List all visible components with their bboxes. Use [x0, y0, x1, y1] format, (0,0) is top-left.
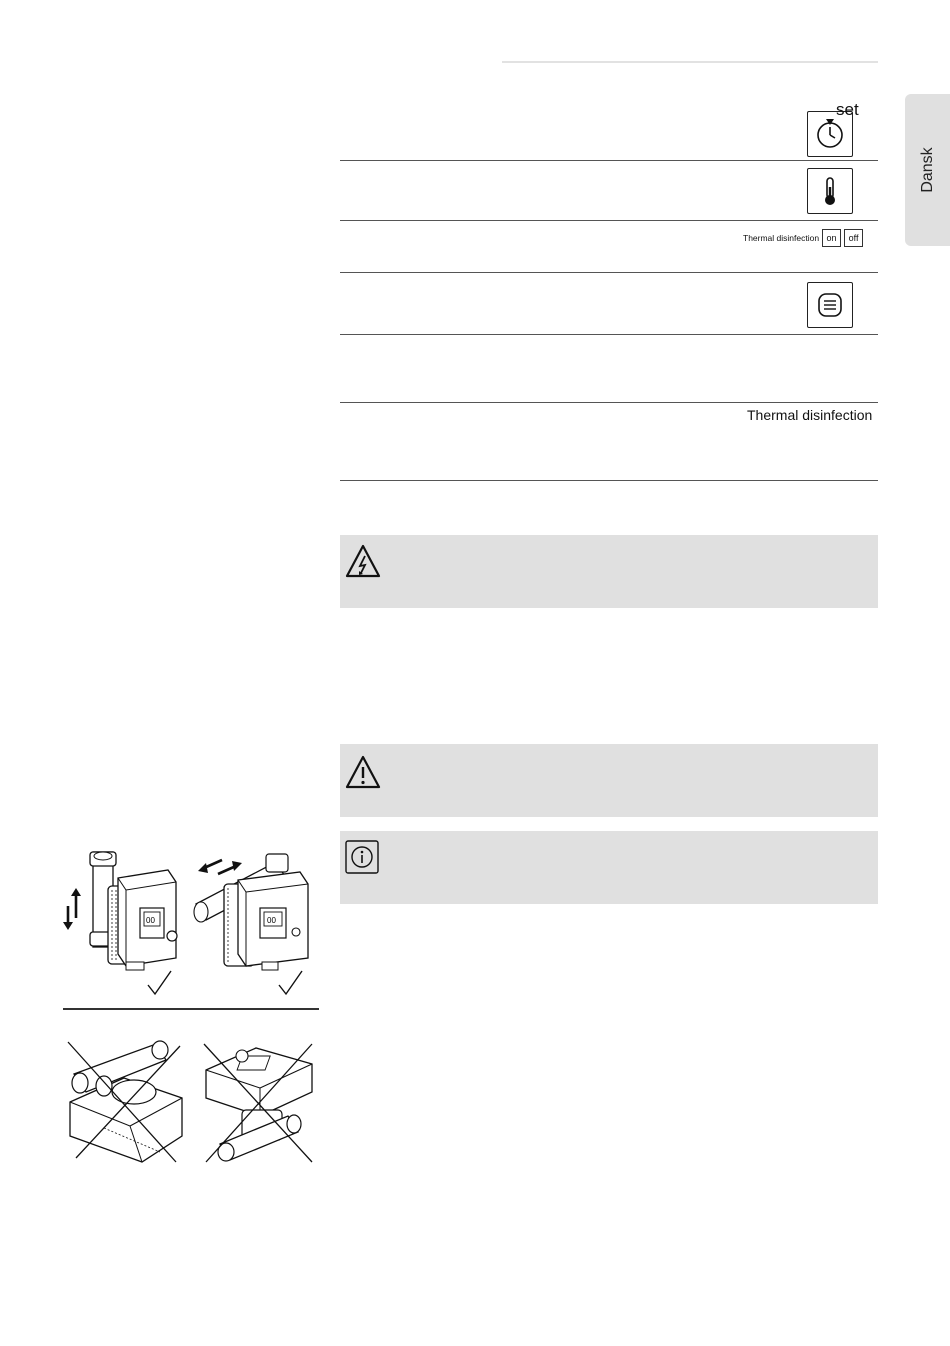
header-rule	[502, 61, 878, 63]
thermal-disinfection-title: Thermal disinfection	[747, 407, 873, 423]
thermometer-icon	[807, 168, 853, 214]
row-divider	[340, 480, 878, 481]
language-tab-label: Dansk	[918, 147, 936, 193]
checkmark-icon	[145, 968, 175, 998]
warning-notice	[340, 744, 878, 817]
row-divider	[340, 272, 878, 273]
menu-icon	[807, 282, 853, 328]
row-divider	[340, 220, 878, 221]
svg-text:00: 00	[267, 916, 276, 925]
row-divider	[340, 334, 878, 335]
info-icon	[344, 839, 380, 875]
pump-incorrect-illustration	[198, 1040, 323, 1165]
off-button[interactable]: off	[844, 229, 863, 247]
row-divider	[340, 402, 878, 403]
language-tab[interactable]	[905, 94, 950, 246]
illustration-divider	[63, 1008, 319, 1010]
thermal-disinfection-toggle	[743, 229, 863, 247]
timer-set-label: set	[836, 100, 859, 119]
warning-icon	[344, 754, 382, 790]
pump-incorrect-illustration	[64, 1040, 189, 1165]
row-divider	[340, 160, 878, 161]
info-notice	[340, 831, 878, 904]
svg-text:00: 00	[146, 916, 155, 925]
thermal-disinfection-label: Thermal disinfection	[743, 233, 820, 243]
checkmark-icon	[276, 968, 306, 998]
on-button[interactable]: on	[822, 229, 841, 247]
electrical-hazard-notice	[340, 535, 878, 608]
electrical-hazard-icon	[344, 543, 382, 579]
